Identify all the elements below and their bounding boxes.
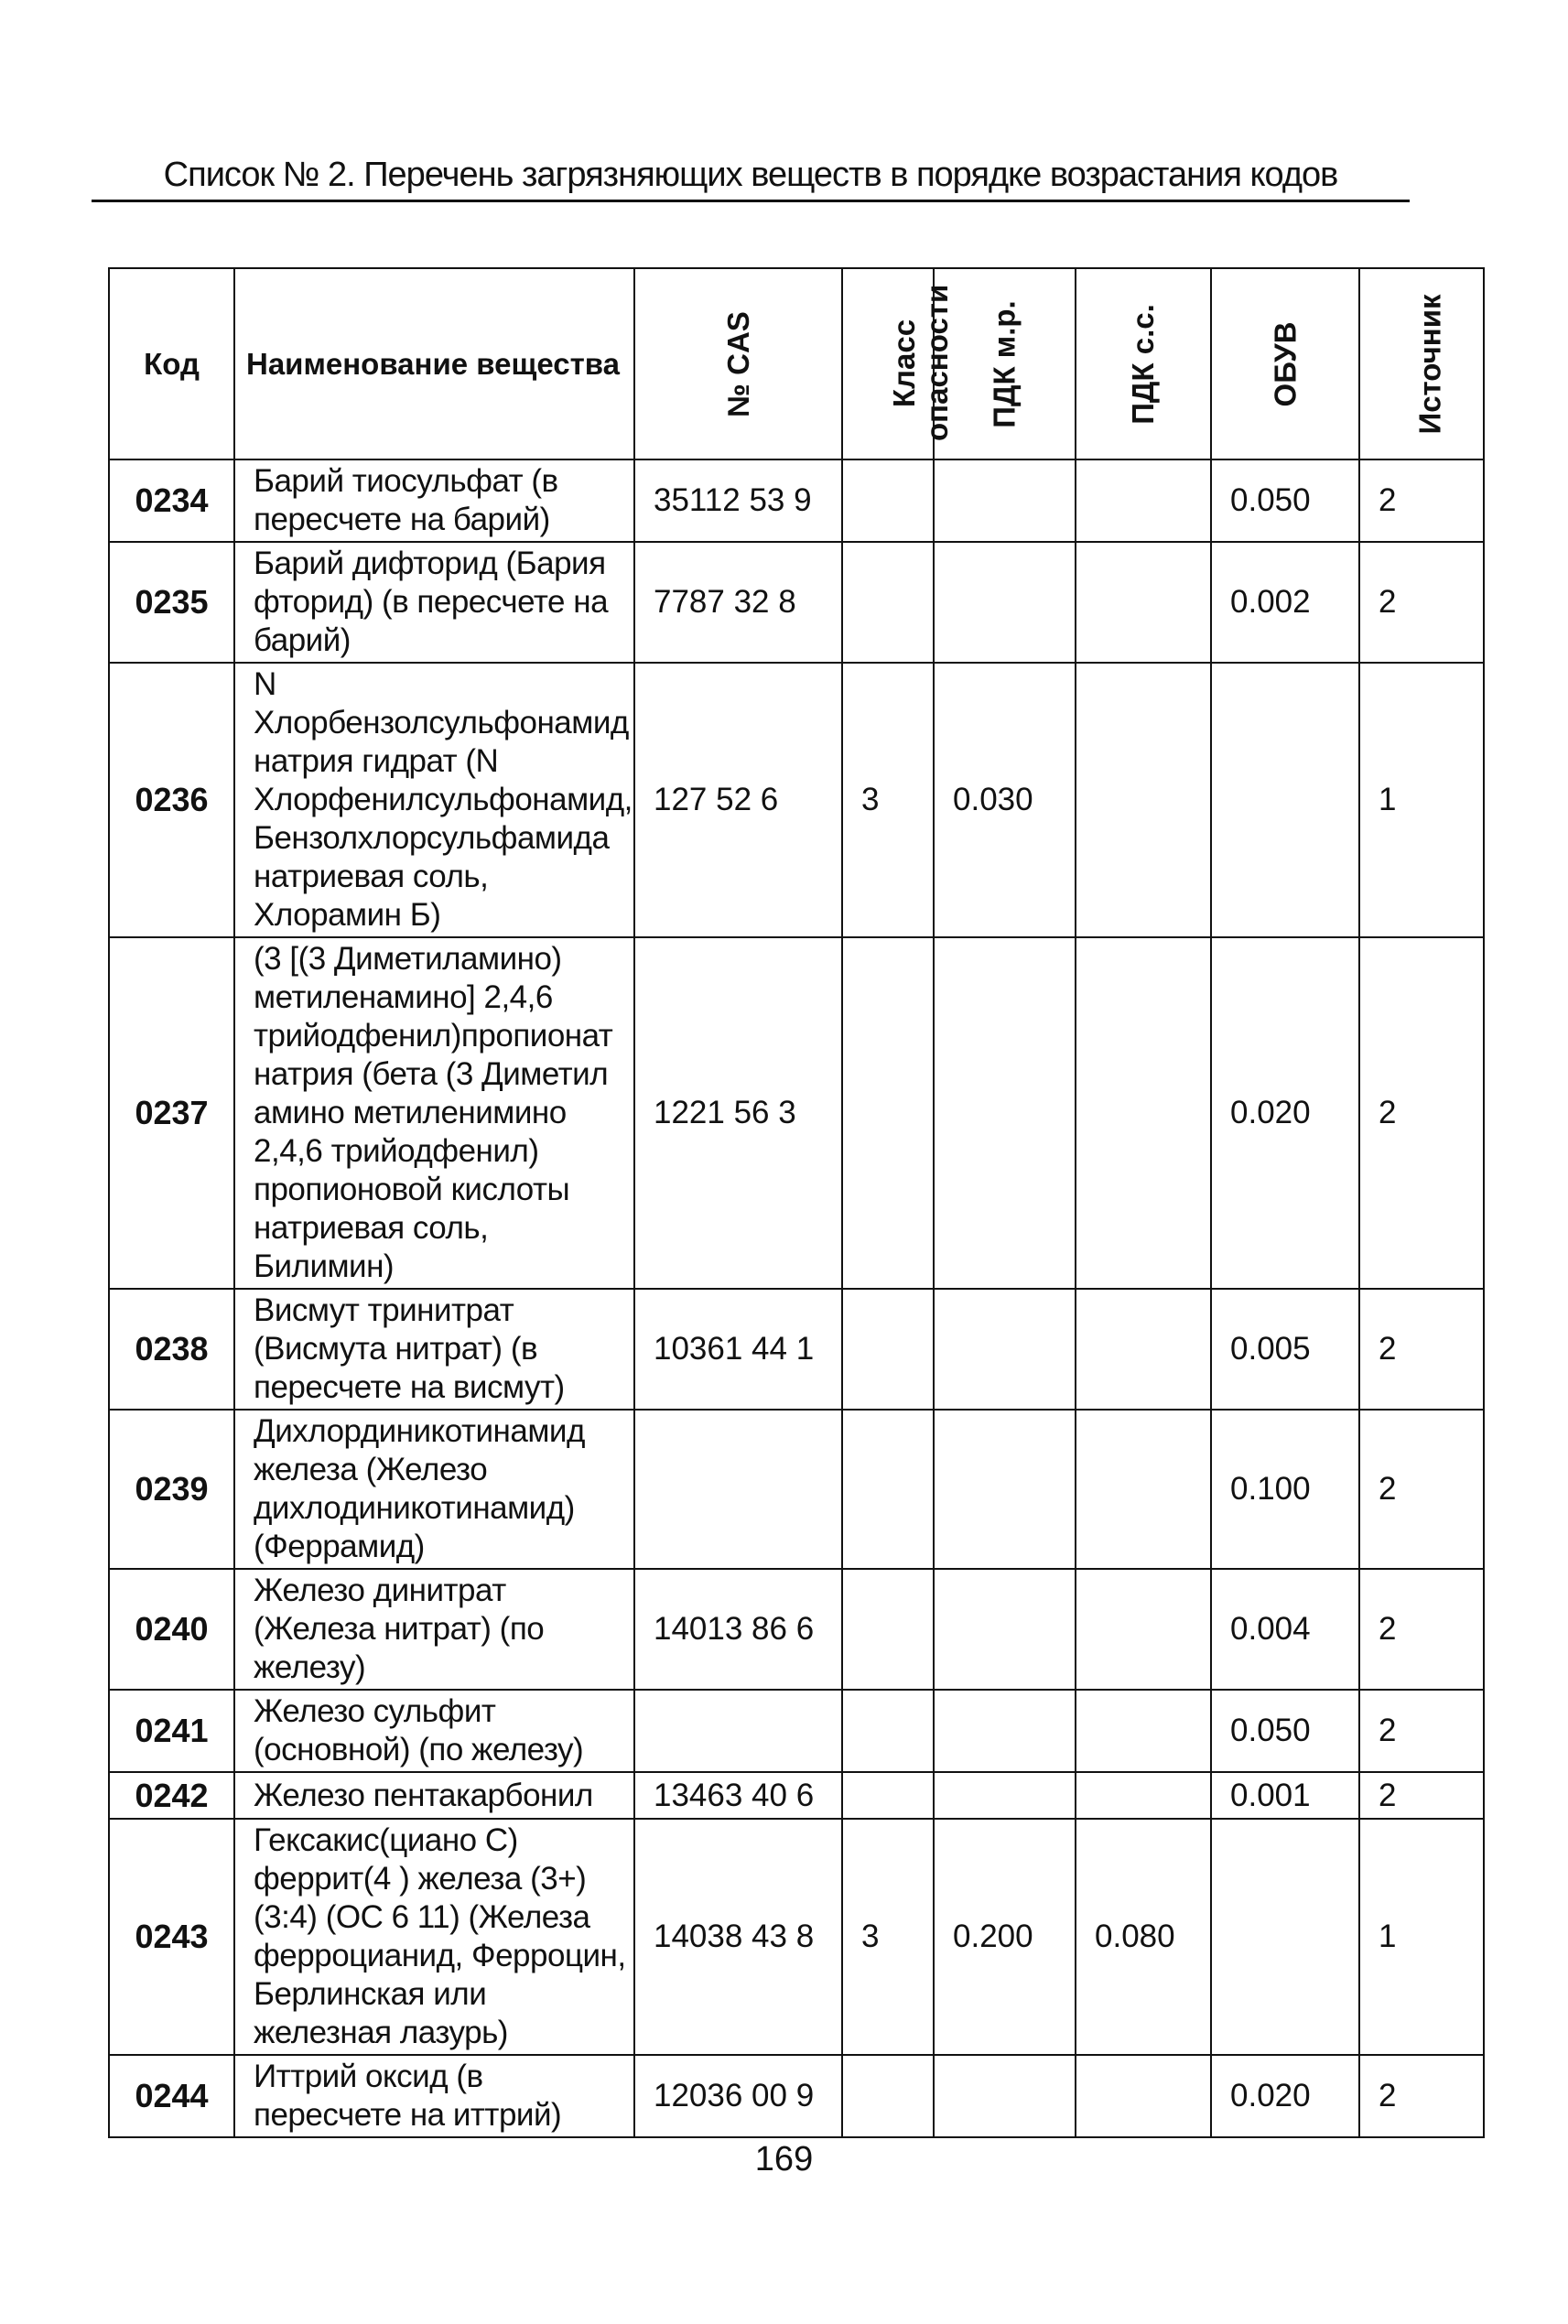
cell-source: 2 <box>1359 2055 1484 2137</box>
cell-pdk-mr <box>934 937 1076 1289</box>
table-row <box>109 1410 1484 1569</box>
cell-cas: 14013 86 6 <box>634 1569 842 1690</box>
cell-pdk-ss <box>1076 937 1211 1289</box>
cell-hazard <box>842 1690 934 1772</box>
cell-cas: 35112 53 9 <box>634 459 842 542</box>
cell-pdk-ss <box>1076 1690 1211 1772</box>
table-row <box>109 542 1484 663</box>
table-row <box>109 1819 1484 2055</box>
page-title: Список № 2. Перечень загрязняющих веществ в порядке возрастания кодов <box>163 156 1338 194</box>
column-header-source <box>1359 268 1484 459</box>
cell-cas: 10361 44 1 <box>634 1289 842 1410</box>
cell-pdk-mr <box>934 1410 1076 1569</box>
cell-code: 0235 <box>109 542 234 663</box>
cell-source: 2 <box>1359 1569 1484 1690</box>
cell-pdk-mr <box>934 2055 1076 2137</box>
cell-pdk-mr <box>934 459 1076 542</box>
cell-pdk-mr <box>934 1690 1076 1772</box>
cell-source: 2 <box>1359 1690 1484 1772</box>
cell-cas: 14038 43 8 <box>634 1819 842 2055</box>
column-header-cas-label: № CAS <box>720 310 755 417</box>
cell-hazard <box>842 1289 934 1410</box>
cell-code: 0242 <box>109 1772 234 1819</box>
cell-obuv: 0.005 <box>1211 1289 1359 1410</box>
column-header-obuv <box>1211 268 1359 459</box>
cell-cas: 127 52 6 <box>634 663 842 937</box>
table-row <box>109 459 1484 542</box>
cell-name: Барий тиосульфат (в пересчете на барий) <box>234 459 634 542</box>
cell-source: 1 <box>1359 663 1484 937</box>
cell-pdk-ss: 0.080 <box>1076 1819 1211 2055</box>
cell-obuv: 0.100 <box>1211 1410 1359 1569</box>
substances-table <box>108 267 1485 2138</box>
cell-hazard <box>842 459 934 542</box>
cell-code: 0240 <box>109 1569 234 1690</box>
cell-cas: 12036 00 9 <box>634 2055 842 2137</box>
cell-pdk-mr <box>934 1289 1076 1410</box>
cell-pdk-ss <box>1076 1569 1211 1690</box>
table-row <box>109 1569 1484 1690</box>
cell-code: 0239 <box>109 1410 234 1569</box>
column-header-hazard-class <box>842 268 954 459</box>
cell-obuv <box>1211 1819 1359 2055</box>
cell-cas <box>634 1410 842 1569</box>
cell-hazard <box>842 1772 934 1819</box>
cell-obuv: 0.020 <box>1211 2055 1359 2137</box>
cell-source: 2 <box>1359 1289 1484 1410</box>
cell-name: Железо динитрат (Железа нитрат) (по железу) <box>234 1569 634 1690</box>
cell-name: Барий дифторид (Бария фторид) (в пересчете на барий) <box>234 542 634 663</box>
cell-pdk-mr <box>934 1569 1076 1690</box>
cell-pdk-mr <box>934 542 1076 663</box>
cell-pdk-ss <box>1076 1289 1211 1410</box>
cell-cas <box>634 1690 842 1772</box>
cell-cas: 1221 56 3 <box>634 937 842 1289</box>
table-header-row <box>109 268 1484 459</box>
column-header-name: Наименование вещества <box>234 268 634 459</box>
cell-pdk-ss <box>1076 459 1211 542</box>
cell-pdk-ss <box>1076 1410 1211 1569</box>
cell-cas: 13463 40 6 <box>634 1772 842 1819</box>
cell-name: Железо пентакарбонил <box>234 1772 634 1819</box>
column-header-pdk-mr <box>934 268 1076 459</box>
table-row <box>109 1289 1484 1410</box>
cell-pdk-mr: 0.200 <box>934 1819 1076 2055</box>
table-row <box>109 937 1484 1289</box>
cell-pdk-ss <box>1076 2055 1211 2137</box>
cell-name: Гексакис(циано С) феррит(4 ) железа (3+) (3:4) (ОС 6 11) (Железа ферроцианид, Ферроцин, Берлинская или железная лазурь) <box>234 1819 634 2055</box>
cell-hazard <box>842 2055 934 2137</box>
cell-name: N Хлорбензолсульфонамид натрия гидрат (N Хлорфенилсульфонамид, Бензолхлорсульфамида натриевая соль, Хлорамин Б) <box>234 663 634 937</box>
column-header-cas <box>634 268 842 459</box>
cell-code: 0244 <box>109 2055 234 2137</box>
cell-source: 2 <box>1359 542 1484 663</box>
cell-obuv <box>1211 663 1359 937</box>
cell-cas: 7787 32 8 <box>634 542 842 663</box>
page-number: 169 <box>754 2140 814 2178</box>
cell-code: 0237 <box>109 937 234 1289</box>
cell-name: Иттрий оксид (в пересчете на иттрий) <box>234 2055 634 2137</box>
cell-pdk-mr <box>934 1772 1076 1819</box>
cell-obuv: 0.050 <box>1211 459 1359 542</box>
table-row <box>109 1772 1484 1819</box>
column-header-hazard-class-label: Класс опасности <box>887 284 954 441</box>
table-row <box>109 663 1484 937</box>
cell-hazard: 3 <box>842 1819 934 2055</box>
column-header-pdk-mr-label: ПДК м.р. <box>987 299 1022 428</box>
cell-code: 0243 <box>109 1819 234 2055</box>
table-row <box>109 2055 1484 2137</box>
column-header-pdk-ss <box>1076 268 1211 459</box>
cell-code: 0234 <box>109 459 234 542</box>
cell-source: 2 <box>1359 1772 1484 1819</box>
cell-name: (3 [(3 Диметиламино) метиленамино] 2,4,6 трийодфенил)пропионат натрия (бета (3 Диметил амино метиленимино 2,4,6 трийодфенил) пропионовой кислоты натриевая соль, Билимин) <box>234 937 634 1289</box>
cell-hazard: 3 <box>842 663 934 937</box>
cell-name: Дихлординикотинамид железа (Железо дихлодиникотинамид) (Феррамид) <box>234 1410 634 1569</box>
title-rule <box>92 200 1410 202</box>
cell-hazard <box>842 937 934 1289</box>
cell-source: 2 <box>1359 937 1484 1289</box>
cell-code: 0241 <box>109 1690 234 1772</box>
cell-hazard <box>842 542 934 663</box>
cell-pdk-ss <box>1076 1772 1211 1819</box>
cell-source: 2 <box>1359 459 1484 542</box>
cell-name: Висмут тринитрат (Висмута нитрат) (в пересчете на висмут) <box>234 1289 634 1410</box>
cell-obuv: 0.002 <box>1211 542 1359 663</box>
cell-obuv: 0.020 <box>1211 937 1359 1289</box>
cell-source: 2 <box>1359 1410 1484 1569</box>
cell-pdk-mr: 0.030 <box>934 663 1076 937</box>
table-row <box>109 1690 1484 1772</box>
column-header-source-label: Источник <box>1412 293 1447 435</box>
cell-code: 0238 <box>109 1289 234 1410</box>
cell-obuv: 0.004 <box>1211 1569 1359 1690</box>
column-header-code: Код <box>109 268 234 459</box>
cell-obuv: 0.050 <box>1211 1690 1359 1772</box>
column-header-obuv-label: ОБУВ <box>1268 321 1302 406</box>
cell-hazard <box>842 1410 934 1569</box>
cell-pdk-ss <box>1076 542 1211 663</box>
cell-source: 1 <box>1359 1819 1484 2055</box>
cell-name: Железо сульфит (основной) (по железу) <box>234 1690 634 1772</box>
cell-code: 0236 <box>109 663 234 937</box>
cell-pdk-ss <box>1076 663 1211 937</box>
cell-obuv: 0.001 <box>1211 1772 1359 1819</box>
cell-hazard <box>842 1569 934 1690</box>
column-header-pdk-ss-label: ПДК с.с. <box>1126 303 1160 425</box>
